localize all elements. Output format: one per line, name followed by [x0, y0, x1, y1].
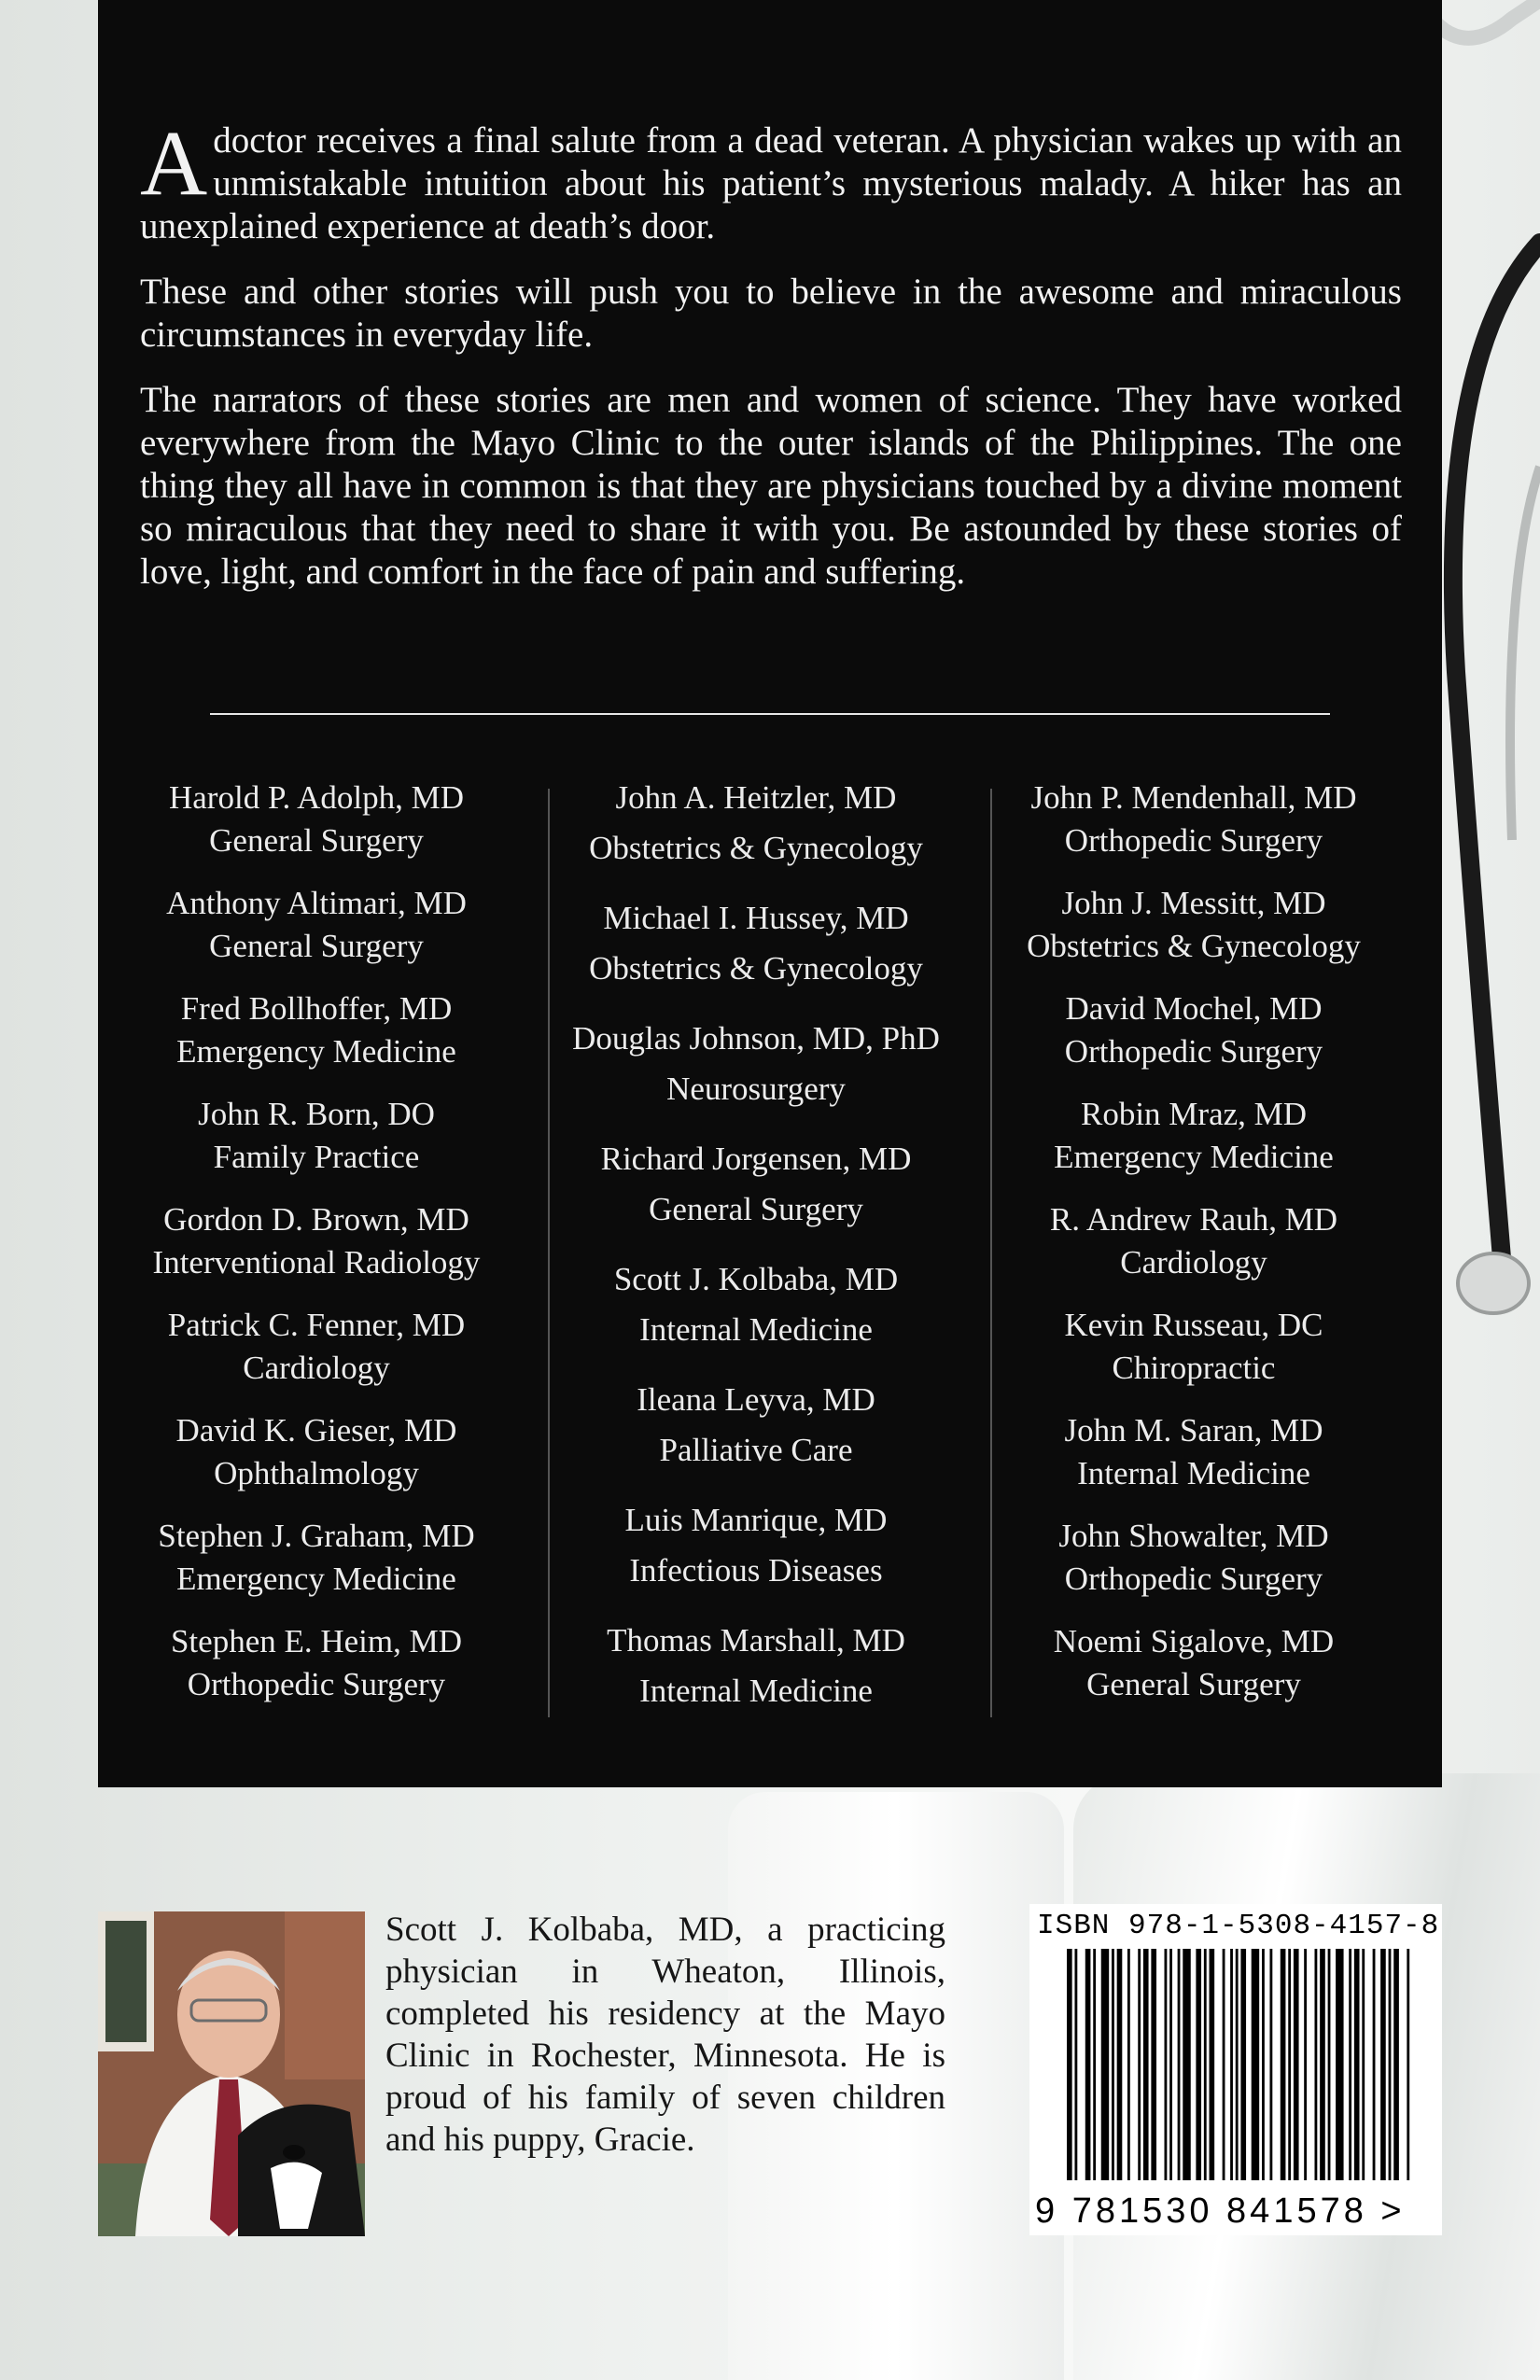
blurb-paragraph-3: The narrators of these stories are men and women of science. They have worked everywhere from the Mayo Clinic to the outer islands of the Philippines. The one thing they all have in common is that they are physicians touched by a divine moment so miraculous that they need to share it with you. Be astounded by these stories of love, light, and comfort in the face of pain and suffering.: [140, 380, 1402, 592]
contributor-specialty: General Surgery: [649, 1191, 863, 1227]
contributor-specialty: Internal Medicine: [639, 1673, 873, 1709]
contributor-entry: [98, 1093, 535, 1198]
contributor-specialty: Family Practice: [213, 1139, 420, 1175]
contributor-entry: [975, 987, 1412, 1093]
contributor-name: John M. Saran, MD: [1064, 1412, 1323, 1449]
contributor-specialty: Obstetrics & Gynecology: [1027, 928, 1361, 964]
contributor-entry: [98, 1515, 535, 1620]
barcode-bars: [1067, 1949, 1412, 2180]
contributor-name: Scott J. Kolbaba, MD: [613, 1261, 899, 1297]
contributor-specialty: Emergency Medicine: [176, 1033, 456, 1070]
contributor-name: Anthony Altimari, MD: [166, 885, 467, 921]
contributor-specialty: Internal Medicine: [639, 1311, 873, 1348]
contributor-specialty: Ophthalmology: [214, 1455, 419, 1491]
contributor-entry: [538, 897, 974, 1017]
contributor-specialty: Obstetrics & Gynecology: [589, 830, 923, 866]
contributor-entry: [975, 1093, 1412, 1198]
contributor-name: Thomas Marshall, MD: [607, 1622, 905, 1659]
author-photo: [98, 1911, 365, 2236]
back-cover-panel: [98, 0, 1442, 1787]
contributor-specialty: Orthopedic Surgery: [1064, 1033, 1323, 1070]
contributor-entry: [975, 882, 1412, 987]
contributor-specialty: Emergency Medicine: [176, 1561, 456, 1597]
contributor-name: David K. Gieser, MD: [175, 1412, 457, 1449]
contributor-entry: [538, 1379, 974, 1499]
contributor-name: Stephen J. Graham, MD: [158, 1518, 475, 1554]
contributor-entry: [538, 777, 974, 897]
drop-cap: A: [140, 111, 208, 215]
contributor-entry: [975, 1409, 1412, 1515]
contributor-specialty: General Surgery: [209, 928, 424, 964]
contributor-name: Ileana Leyva, MD: [637, 1381, 875, 1418]
contributor-name: John A. Heitzler, MD: [615, 779, 897, 816]
contributor-entry: [98, 1409, 535, 1515]
contributor-specialty: General Surgery: [1086, 1666, 1301, 1702]
contributor-entry: [975, 1515, 1412, 1620]
isbn-digits: 9 781530 841578 >: [1035, 2191, 1406, 2231]
contributor-entry: [538, 1017, 974, 1138]
contributor-name: John P. Mendenhall, MD: [1030, 779, 1357, 816]
contributor-entry: [98, 777, 535, 882]
contributor-specialty: Obstetrics & Gynecology: [589, 950, 923, 987]
contributor-name: Patrick C. Fenner, MD: [167, 1307, 466, 1343]
contributor-entry: [975, 777, 1412, 882]
contributors-column-3: [975, 777, 1412, 1726]
contributor-specialty: Interventional Radiology: [152, 1244, 481, 1281]
isbn-label: ISBN 978-1-5308-4157-8: [1037, 1910, 1440, 1942]
contributor-specialty: Orthopedic Surgery: [1064, 822, 1323, 859]
isbn-barcode: [1029, 1904, 1442, 2235]
contributor-name: Gordon D. Brown, MD: [163, 1201, 469, 1238]
contributor-specialty: Internal Medicine: [1077, 1455, 1310, 1491]
contributor-specialty: General Surgery: [209, 822, 424, 859]
contributor-entry: [98, 1198, 535, 1304]
contributor-name: Noemi Sigalove, MD: [1053, 1623, 1335, 1659]
contributor-name: John Showalter, MD: [1058, 1518, 1329, 1554]
contributor-specialty: Neurosurgery: [666, 1071, 846, 1107]
contributor-name: John R. Born, DO: [198, 1096, 435, 1132]
contributor-name: Douglas Johnson, MD, PhD: [572, 1020, 940, 1057]
contributor-entry: [975, 1304, 1412, 1409]
contributor-specialty: Emergency Medicine: [1054, 1139, 1334, 1175]
contributor-name: Kevin Russeau, DC: [1064, 1307, 1323, 1343]
blurb-paragraph-1: A doctor receives a final salute from a dead veteran. A physician wakes up with an unmistakable intuition about his patient’s mysterious malady. A hiker has an unexplained experience at death’s door.: [140, 111, 1402, 246]
contributor-entry: [975, 1620, 1412, 1726]
book-blurb: [140, 111, 1402, 616]
contributors-column-1: [98, 777, 535, 1726]
contributor-specialty: Orthopedic Surgery: [1064, 1561, 1323, 1597]
contributor-entry: [975, 1198, 1412, 1304]
contributor-entry: [538, 1619, 974, 1740]
contributor-specialty: Palliative Care: [659, 1432, 853, 1468]
contributor-entry: [98, 987, 535, 1093]
contributor-specialty: Chiropractic: [1112, 1350, 1276, 1386]
contributor-name: Luis Manrique, MD: [624, 1502, 888, 1538]
contributor-name: Stephen E. Heim, MD: [170, 1623, 463, 1659]
contributor-name: John J. Messitt, MD: [1061, 885, 1326, 921]
contributor-specialty: Cardiology: [243, 1350, 390, 1386]
contributor-name: Fred Bollhoffer, MD: [180, 990, 453, 1027]
contributor-specialty: Orthopedic Surgery: [187, 1666, 446, 1702]
contributor-name: David Mochel, MD: [1065, 990, 1323, 1027]
contributor-name: Michael I. Hussey, MD: [603, 900, 909, 936]
contributor-entry: [538, 1499, 974, 1619]
contributor-specialty: Cardiology: [1120, 1244, 1267, 1281]
contributor-name: Harold P. Adolph, MD: [169, 779, 464, 816]
contributor-entry: [98, 1620, 535, 1726]
author-bio: Scott J. Kolbaba, MD, a practicing physician in Wheaton, Illinois, completed his residency at the Mayo Clinic in Rochester, Minnesota. He is proud of his family of seven children and his puppy, Gracie.: [385, 1911, 945, 2159]
divider-rule: [210, 713, 1330, 715]
contributor-name: Richard Jorgensen, MD: [600, 1141, 912, 1177]
contributors-column-2: [538, 777, 974, 1740]
contributor-entry: [98, 1304, 535, 1409]
contributor-entry: [538, 1258, 974, 1379]
contributor-entry: [98, 882, 535, 987]
blurb-paragraph-2: These and other stories will push you to believe in the awesome and miraculous circumstances in everyday life.: [140, 272, 1402, 355]
contributor-name: Robin Mraz, MD: [1080, 1096, 1308, 1132]
contributor-name: R. Andrew Rauh, MD: [1049, 1201, 1338, 1238]
contributor-entry: [538, 1138, 974, 1258]
contributor-specialty: Infectious Diseases: [629, 1552, 883, 1589]
